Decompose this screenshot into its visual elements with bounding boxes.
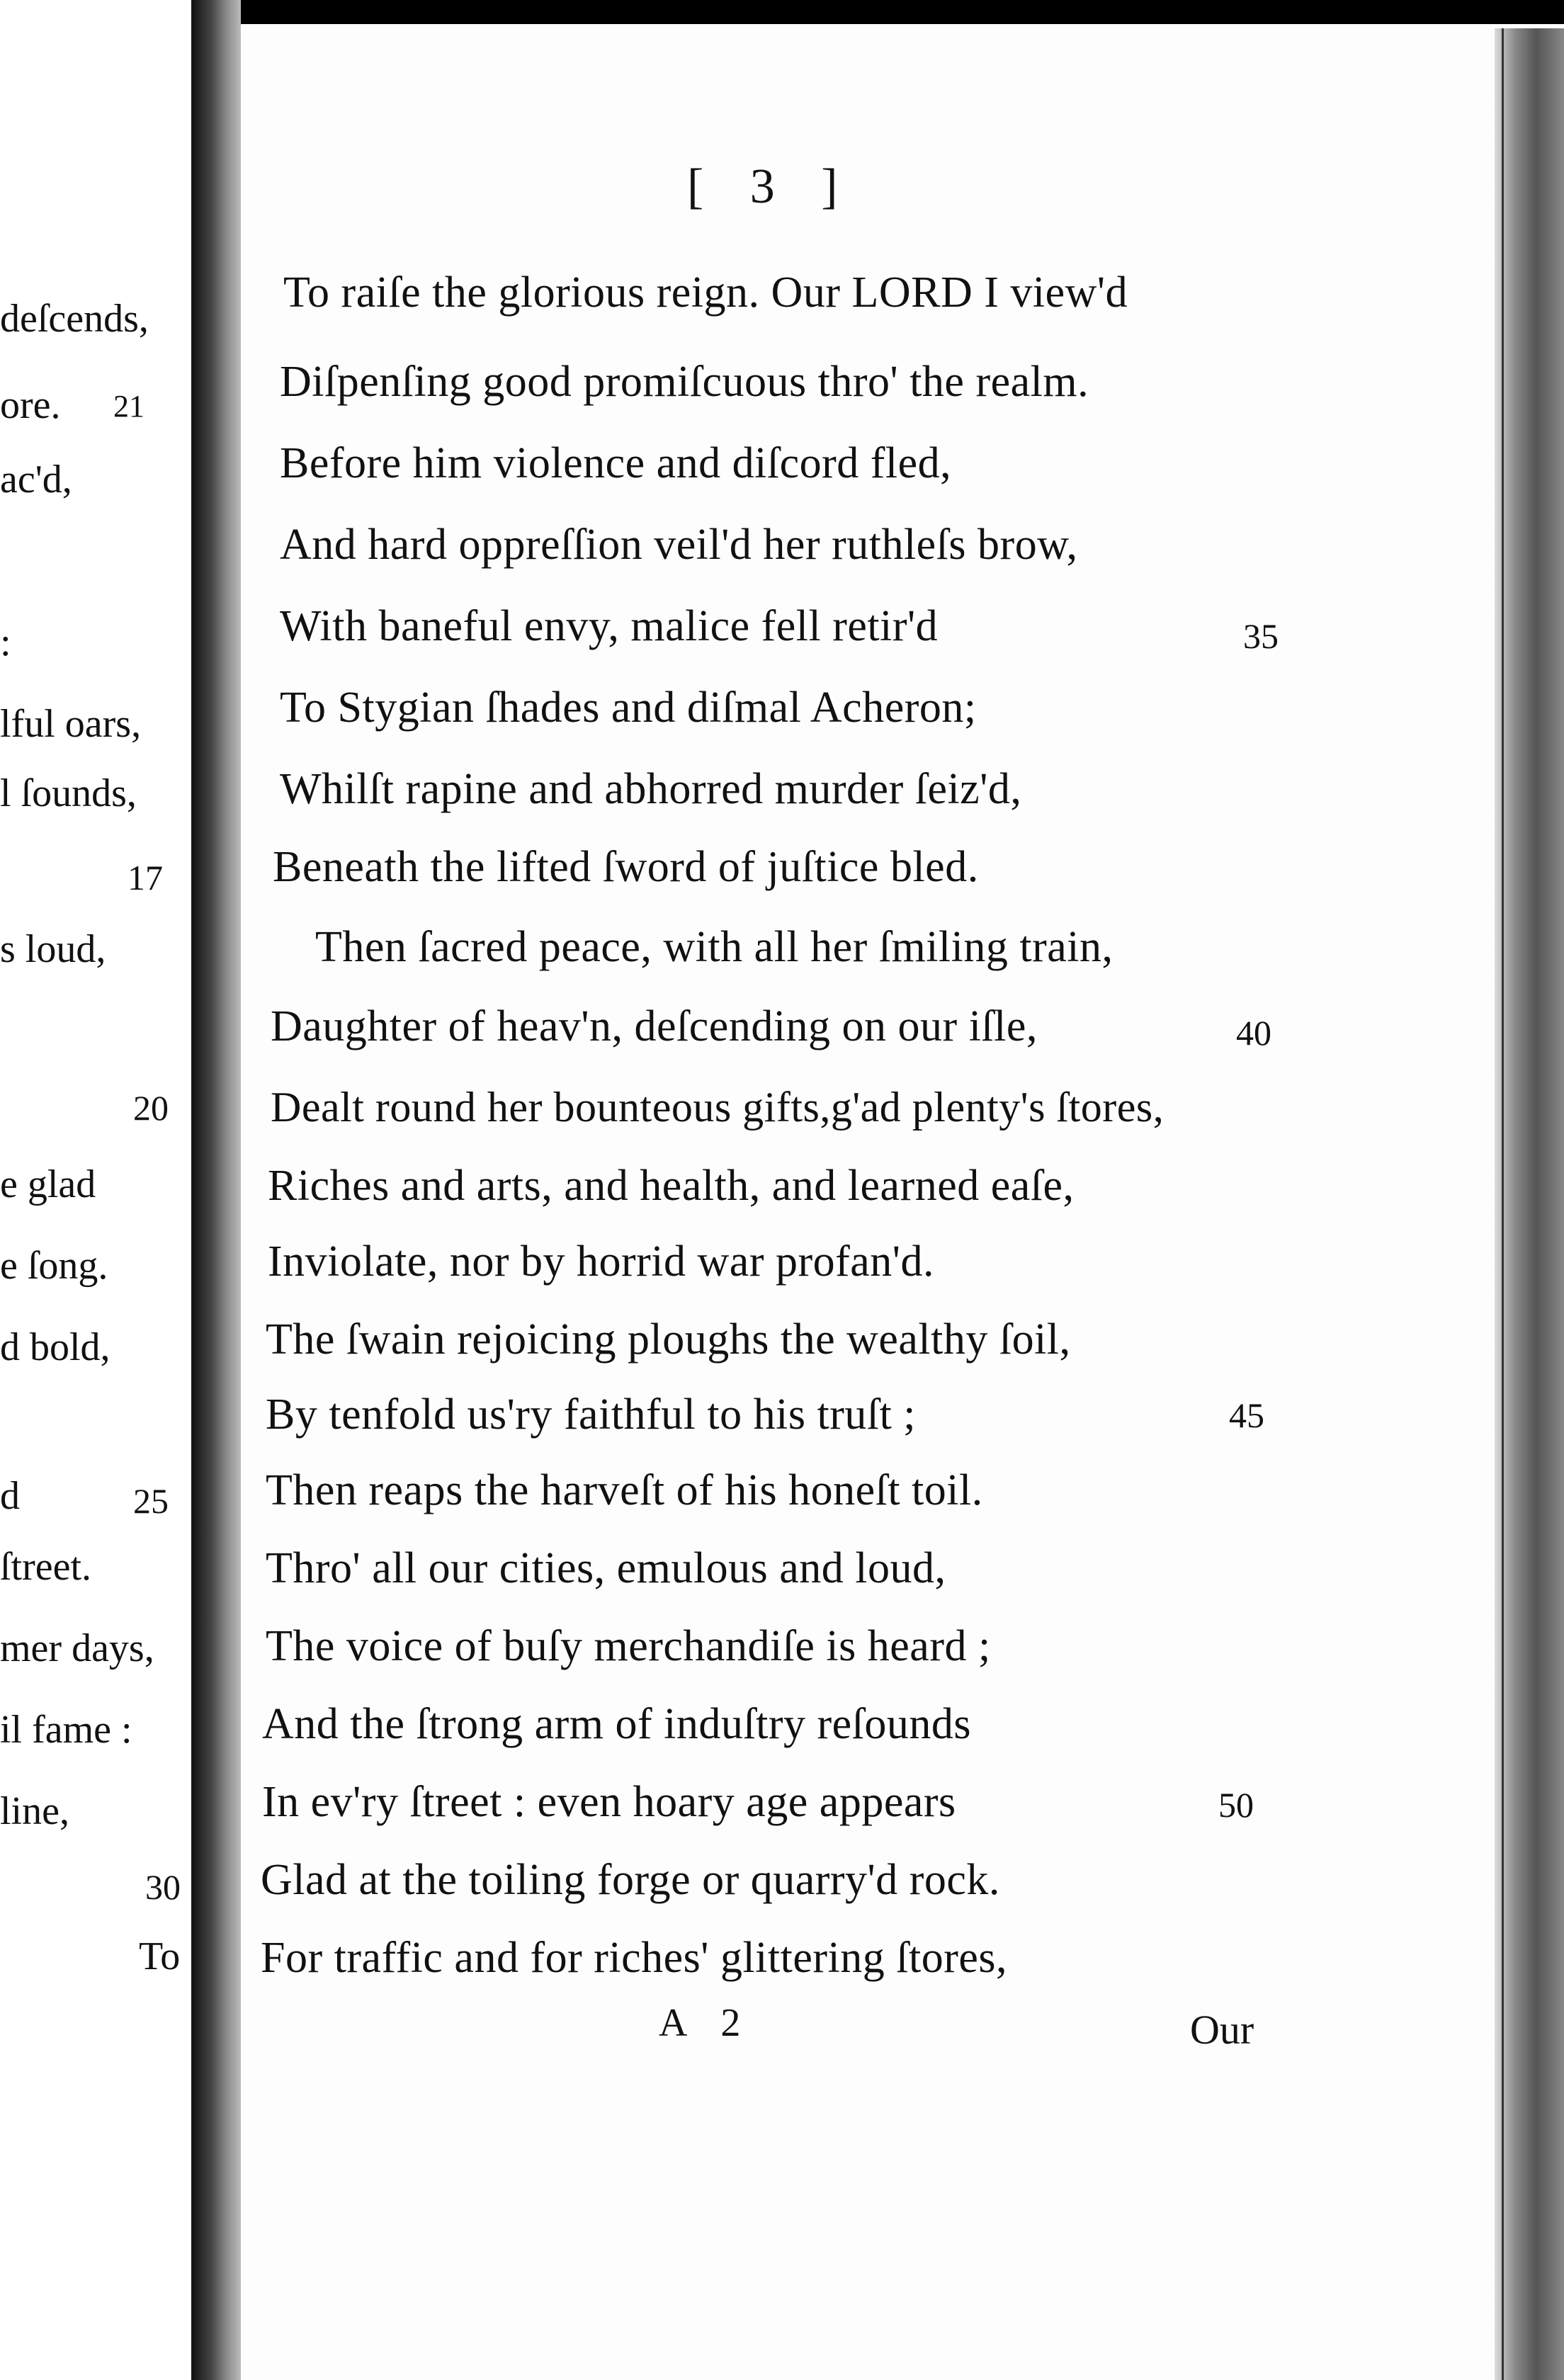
left-line-number: 21 (113, 389, 144, 424)
left-line-number: 17 (128, 858, 163, 897)
left-line-number: 25 (133, 1481, 169, 1521)
poem-line: With baneful envy, malice fell retir'd (280, 602, 939, 650)
poem-line: Then ſacred peace, with all her ſmiling train, (315, 923, 1114, 971)
line-number: 45 (1229, 1395, 1264, 1435)
left-fragment: l ſounds, (0, 771, 137, 815)
left-line-number: 20 (133, 1088, 169, 1128)
poem-line: For traffic and for riches' glittering ſtores, (261, 1934, 1007, 1982)
page-edge-line (1502, 28, 1504, 2380)
left-fragment: il fame : (0, 1708, 132, 1752)
left-fragment: ac'd, (0, 458, 72, 502)
poem-line: Daughter of heav'n, deſcending on our iſle, (271, 1002, 1038, 1050)
left-fragment: ſtreet. (0, 1545, 92, 1589)
left-fragment: : (0, 620, 11, 664)
left-fragment: d (0, 1474, 20, 1518)
poem-line: Whilſt rapine and abhorred murder ſeiz'd, (280, 765, 1022, 813)
book-gutter (191, 0, 241, 2380)
poem-line: Then reaps the harveſt of his honeſt toil. (266, 1466, 983, 1514)
signature-mark: A 2 (659, 2001, 754, 2045)
left-fragment: e glad (0, 1162, 96, 1206)
right-page (241, 24, 1502, 2380)
poem-line: Before him violence and diſcord fled, (280, 439, 952, 487)
left-page (0, 0, 205, 2380)
poem-line: By tenfold us'ry faithful to his truſt ; (266, 1390, 917, 1439)
poem-line: And the ſtrong arm of induſtry reſounds (262, 1700, 971, 1748)
left-fragment: s loud, (0, 927, 106, 971)
line-number: 40 (1236, 1013, 1271, 1053)
page-header: [ 3 ] (687, 159, 855, 214)
poem-line: Inviolate, nor by horrid war profan'd. (268, 1237, 934, 1286)
poem-line: Thro' all our cities, emulous and loud, (266, 1544, 946, 1592)
left-fragment: To (139, 1934, 181, 1978)
left-fragment: e ſong. (0, 1244, 108, 1288)
poem-line: And hard oppreſſion veil'd her ruthleſs brow, (280, 521, 1078, 569)
line-number: 35 (1243, 616, 1279, 656)
left-line-number: 30 (145, 1867, 181, 1907)
left-fragment: mer days, (0, 1626, 154, 1670)
left-fragment: lful oars, (0, 702, 142, 746)
catchword: Our (1190, 2007, 1254, 2053)
poem-line: Diſpenſing good promiſcuous thro' the realm. (280, 358, 1089, 406)
left-fragment: line, (0, 1789, 69, 1833)
poem-line: In ev'ry ſtreet : even hoary age appears (262, 1778, 956, 1826)
poem-line: Dealt round her bounteous gifts,g'ad plenty's ſtores, (271, 1084, 1164, 1130)
poem-line: The ſwain rejoicing ploughs the wealthy ſoil, (266, 1315, 1071, 1364)
poem-line: Riches and arts, and health, and learned eaſe, (268, 1162, 1075, 1210)
poem-line: Beneath the lifted ſword of juſtice bled. (273, 843, 979, 891)
page-edge (1495, 28, 1564, 2380)
poem-line: To raiſe the glorious reign. Our LORD I view'd (283, 268, 1128, 317)
poem-line: To Stygian ſhades and diſmal Acheron; (280, 684, 977, 732)
left-fragment: deſcends, (0, 297, 149, 341)
line-number: 50 (1218, 1785, 1254, 1825)
poem-line: The voice of buſy merchandiſe is heard ; (266, 1622, 991, 1670)
poem-line: Glad at the toiling forge or quarry'd rock. (261, 1856, 1000, 1904)
left-fragment: ore. (0, 383, 61, 427)
left-fragment: d bold, (0, 1325, 110, 1369)
